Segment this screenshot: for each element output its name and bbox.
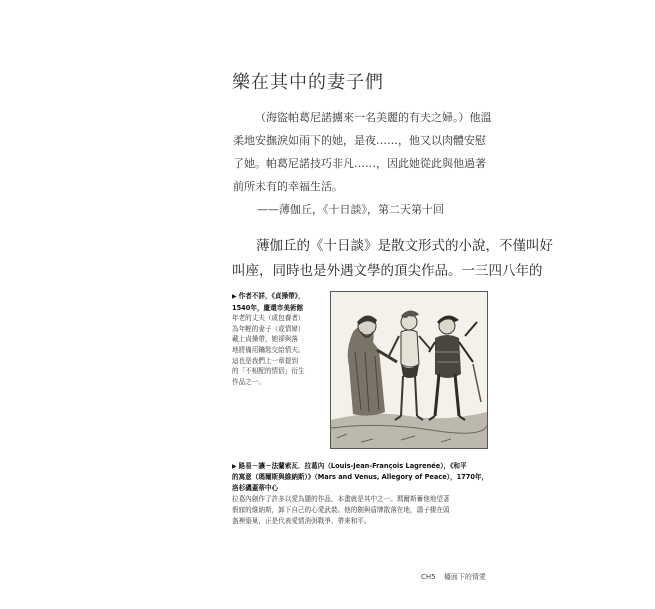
caption-line: 這也是我們上一章提到	[232, 356, 298, 365]
caption-line: 拉葛內創作了許多以愛為題的作品，本畫就是其中之一。瑪爾斯蓄他地望著	[232, 495, 450, 503]
body-line: 叫座，同時也是外遇文學的頂尖作品。一三四八年的	[232, 263, 543, 279]
caption-line: 為年輕的妻子（或情婦）	[232, 324, 305, 333]
body-line: 薄伽丘的《十日談》是散文形式的小說，不僅叫好	[256, 238, 553, 254]
caption-arrow-icon: ▶	[232, 293, 237, 300]
caption-title: 路易－讓－法蘭索瓦．拉葛內（Louis-Jean-François Lagrenée），《和平	[238, 462, 467, 470]
page-footer	[421, 572, 486, 582]
caption-line: 戴上貞操帶，她卻與落	[232, 335, 298, 344]
caption-title-line: 洛杉磯蓋蒂中心	[232, 484, 279, 492]
woodcut-illustration	[330, 291, 488, 449]
epigraph-line: （海盜帕葛尼諾擄來一名美麗的有夫之婦。）他溫	[255, 111, 492, 124]
epigraph-attribution: ——薄伽丘，《十日談》，第二天第十回	[257, 203, 444, 216]
chapter-title: 檯面下的情愛	[443, 573, 486, 581]
caption-title: 作者不詳，《貞操帶》，	[238, 292, 305, 300]
caption-line: 地將備用鑰匙交給情夫。	[232, 345, 305, 354]
caption-line: 盔裡築巢，正是代表愛情消弭戰爭、帶來和平。	[232, 517, 371, 525]
section-title: 樂在其中的妻子們	[232, 72, 384, 93]
caption-line: 年老的丈夫（或包養者）	[232, 314, 305, 323]
epigraph-line: 柔地安撫淚如雨下的她，是夜……，他又以肉體安慰	[233, 134, 486, 147]
epigraph-line: 了她。帕葛尼諾技巧非凡……，因此她從此與他過著	[233, 157, 486, 170]
epigraph-line: 前所未有的幸福生活。	[233, 180, 343, 193]
body-paragraph	[232, 234, 553, 284]
woodcut-image	[331, 292, 487, 448]
caption-line: 作品之一。	[232, 377, 265, 386]
caption-line: 的「不相配的情侶」衍生	[232, 367, 305, 376]
caption-arrow-icon: ▶	[232, 463, 237, 470]
caption-title-line: 1540年，慶還市美術館	[232, 303, 304, 312]
caption-title-line	[232, 291, 327, 303]
painting-caption	[232, 461, 494, 527]
caption-title-line	[232, 461, 494, 472]
caption-title-line: 的寓意（瑪爾斯與維納斯）》（Mars and Venus, Allegory of Peace），1770年，	[232, 473, 489, 481]
illustration-caption	[232, 291, 327, 387]
chapter-number: CH5	[421, 573, 436, 581]
caption-line: 假寐的維納斯，卸下自己的心愛武裝。他的劍與盾牌散落在地，鴿子棲在頭	[232, 506, 450, 514]
epigraph	[233, 106, 492, 221]
